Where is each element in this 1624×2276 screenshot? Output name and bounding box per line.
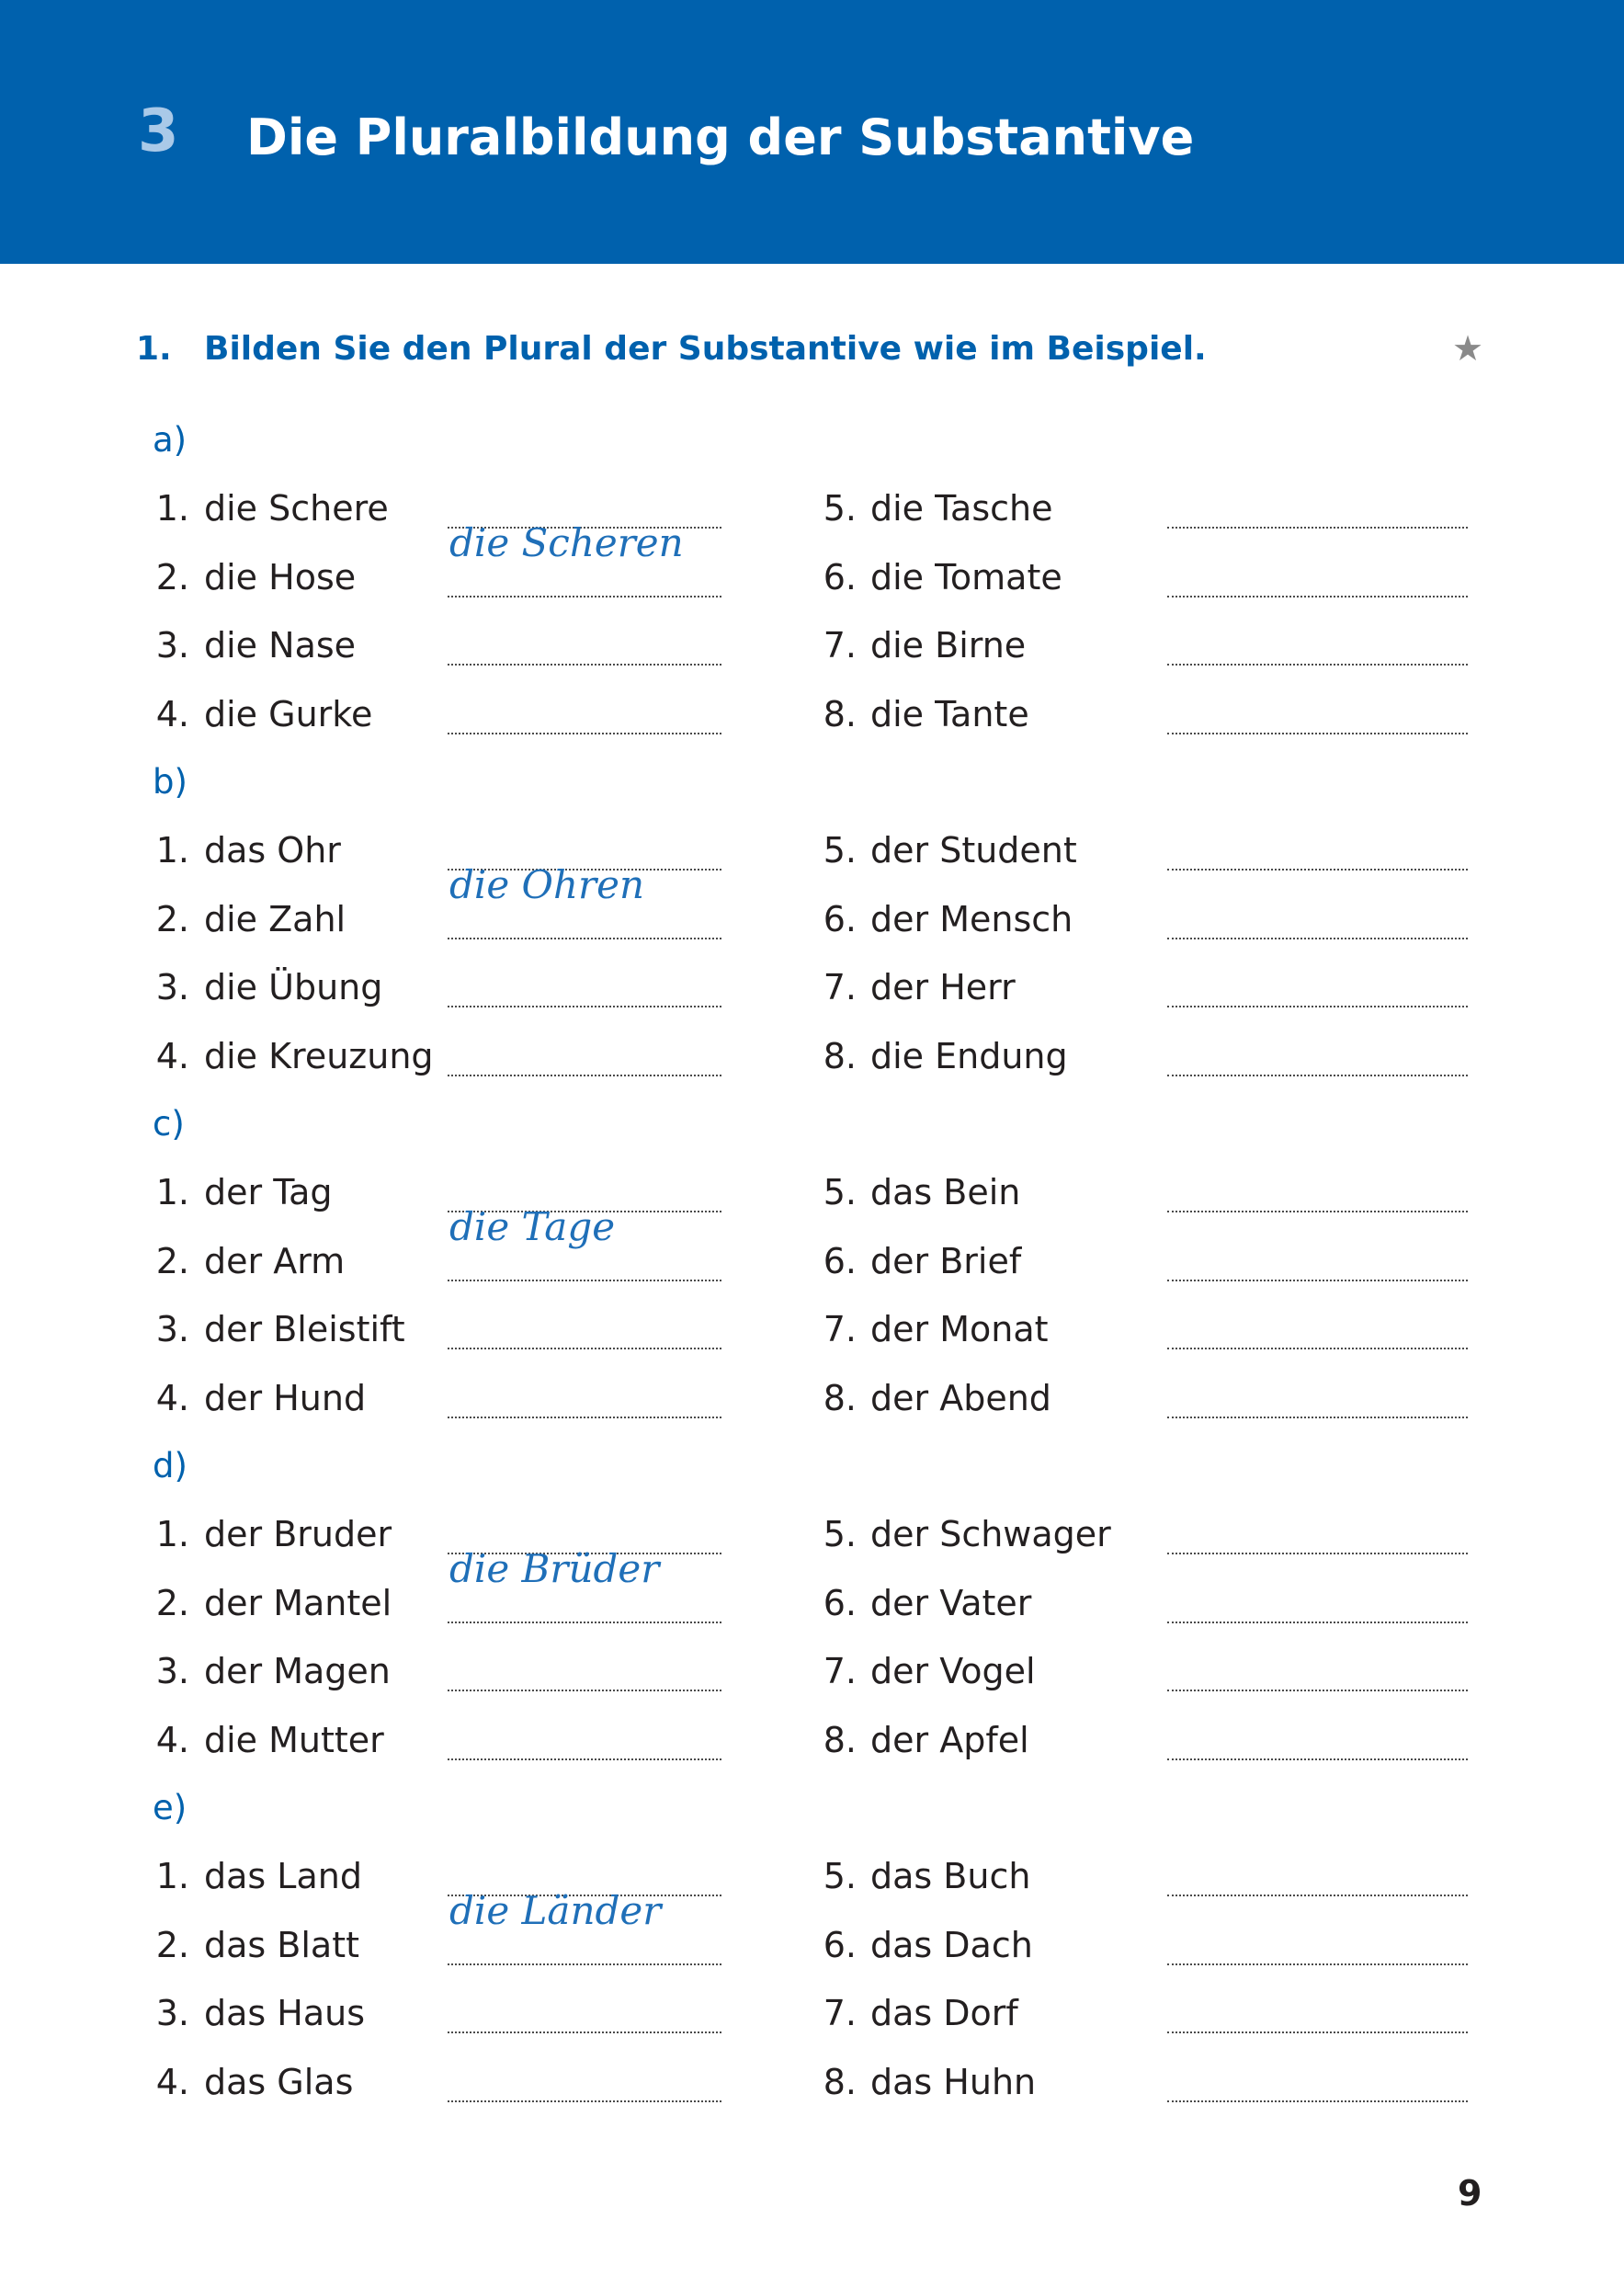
item-word: die Nase	[204, 625, 357, 666]
section-label: e)	[153, 1788, 187, 1827]
exercise-item	[0, 965, 1624, 1033]
item-word: der Hund	[204, 1377, 367, 1418]
item-word: die Gurke	[204, 693, 373, 734]
item-number: 8.	[823, 1377, 857, 1418]
item-number: 6.	[823, 556, 857, 597]
answer-field[interactable]	[1167, 1348, 1468, 1349]
item-number: 3.	[155, 1309, 189, 1349]
answer-example: die Länder	[449, 1888, 662, 1933]
item-number: 7.	[823, 1651, 857, 1691]
exercise-item	[0, 1923, 1624, 1991]
item-word: der Student	[870, 830, 1077, 871]
item-word: die Übung	[204, 967, 383, 1007]
answer-field[interactable]	[1167, 938, 1468, 939]
exercise-item	[0, 828, 1624, 896]
item-word: der Bruder	[204, 1514, 392, 1554]
exercise-item	[0, 623, 1624, 691]
item-number: 2.	[155, 898, 189, 939]
item-number: 2.	[155, 1924, 189, 1965]
item-word: der Bleistift	[204, 1309, 405, 1349]
item-number: 3.	[155, 1651, 189, 1691]
section-label: c)	[153, 1104, 185, 1144]
answer-field[interactable]	[1167, 869, 1468, 871]
exercise-section	[0, 760, 1624, 1102]
item-number: 8.	[823, 1719, 857, 1760]
item-word: der Tag	[204, 1172, 333, 1212]
item-word: der Magen	[204, 1651, 391, 1691]
item-number: 2.	[155, 556, 189, 597]
answer-field[interactable]	[1167, 527, 1468, 529]
exercise-item	[0, 1854, 1624, 1922]
exercise-item	[0, 1649, 1624, 1717]
item-number: 5.	[823, 1172, 857, 1212]
item-word: die Birne	[870, 625, 1027, 666]
answer-example: die Scheren	[449, 520, 684, 565]
section-label: b)	[153, 762, 187, 802]
exercise-item	[0, 1581, 1624, 1649]
item-word: das Dorf	[870, 1993, 1018, 2033]
answer-field[interactable]	[1167, 1075, 1468, 1076]
item-number: 3.	[155, 625, 189, 666]
item-number: 4.	[155, 2061, 189, 2102]
item-word: der Monat	[870, 1309, 1049, 1349]
section-label: d)	[153, 1446, 187, 1485]
item-word: das Dach	[870, 1924, 1033, 1965]
item-number: 5.	[823, 1856, 857, 1896]
exercise-item	[0, 1512, 1624, 1580]
item-number: 3.	[155, 1993, 189, 2033]
item-number: 4.	[155, 693, 189, 734]
answer-field[interactable]	[1167, 1758, 1468, 1760]
item-word: der Herr	[870, 967, 1016, 1007]
answer-example: die Tage	[449, 1204, 616, 1249]
item-number: 6.	[823, 1924, 857, 1965]
chapter-title: Die Pluralbildung der Substantive	[246, 108, 1195, 166]
item-number: 6.	[823, 1240, 857, 1281]
answer-field[interactable]	[1167, 1417, 1468, 1418]
exercise-item	[0, 692, 1624, 760]
item-number: 4.	[155, 1719, 189, 1760]
answer-field[interactable]	[1167, 1690, 1468, 1691]
item-word: die Hose	[204, 556, 357, 597]
answer-example: die Ohren	[449, 862, 644, 907]
answer-field[interactable]	[1167, 596, 1468, 597]
chapter-number: 3	[138, 97, 179, 165]
exercise-item	[0, 486, 1624, 554]
item-word: das Buch	[870, 1856, 1031, 1896]
item-number: 7.	[823, 625, 857, 666]
exercise-item	[0, 1376, 1624, 1444]
answer-field[interactable]	[1167, 1211, 1468, 1212]
item-number: 5.	[823, 830, 857, 871]
exercise-number: 1.	[136, 330, 172, 368]
item-word: das Bein	[870, 1172, 1021, 1212]
item-number: 3.	[155, 967, 189, 1007]
answer-field[interactable]	[1167, 2100, 1468, 2102]
answer-example: die Brüder	[449, 1546, 660, 1591]
star-icon: ★	[1452, 328, 1484, 369]
exercise-item	[0, 1034, 1624, 1102]
item-word: die Kreuzung	[204, 1035, 434, 1076]
exercise-item	[0, 897, 1624, 965]
exercise-instruction: Bilden Sie den Plural der Substantive wie im Beispiel.	[204, 330, 1207, 368]
item-number: 5.	[823, 1514, 857, 1554]
item-number: 1.	[155, 1172, 189, 1212]
chapter-banner	[0, 0, 1624, 264]
item-number: 1.	[155, 1514, 189, 1554]
exercise-item	[0, 555, 1624, 623]
item-number: 2.	[155, 1240, 189, 1281]
exercise-section	[0, 1786, 1624, 2128]
item-number: 7.	[823, 1993, 857, 2033]
answer-field[interactable]	[1167, 1553, 1468, 1554]
item-number: 7.	[823, 967, 857, 1007]
answer-field[interactable]	[1167, 733, 1468, 734]
item-word: die Tante	[870, 693, 1029, 734]
item-word: der Schwager	[870, 1514, 1111, 1554]
item-number: 8.	[823, 693, 857, 734]
item-word: der Mensch	[870, 898, 1073, 939]
item-number: 2.	[155, 1582, 189, 1623]
item-word: das Huhn	[870, 2061, 1037, 2102]
item-number: 1.	[155, 830, 189, 871]
answer-field[interactable]	[1167, 2031, 1468, 2033]
item-number: 4.	[155, 1035, 189, 1076]
item-word: das Blatt	[204, 1924, 359, 1965]
item-number: 8.	[823, 2061, 857, 2102]
exercise-item	[0, 2060, 1624, 2128]
item-number: 1.	[155, 488, 189, 529]
answer-field[interactable]	[1167, 1622, 1468, 1623]
item-word: der Abend	[870, 1377, 1051, 1418]
exercise-item	[0, 1718, 1624, 1786]
exercise-item	[0, 1170, 1624, 1238]
item-word: die Tasche	[870, 488, 1053, 529]
exercise-item	[0, 1239, 1624, 1307]
exercise-item	[0, 1307, 1624, 1375]
item-number: 7.	[823, 1309, 857, 1349]
item-number: 4.	[155, 1377, 189, 1418]
item-word: das Glas	[204, 2061, 354, 2102]
answer-field[interactable]	[1167, 1963, 1468, 1965]
item-word: der Apfel	[870, 1719, 1029, 1760]
item-word: der Arm	[204, 1240, 346, 1281]
exercise-section	[0, 1102, 1624, 1444]
item-word: die Schere	[204, 488, 389, 529]
section-label: a)	[153, 420, 187, 460]
item-number: 1.	[155, 1856, 189, 1896]
item-number: 8.	[823, 1035, 857, 1076]
item-number: 5.	[823, 488, 857, 529]
exercise-section	[0, 418, 1624, 760]
item-word: das Ohr	[204, 830, 341, 871]
item-number: 6.	[823, 1582, 857, 1623]
item-word: die Endung	[870, 1035, 1068, 1076]
exercise-section	[0, 1444, 1624, 1786]
item-word: der Mantel	[204, 1582, 392, 1623]
answer-field[interactable]	[1167, 1280, 1468, 1281]
answer-field[interactable]	[1167, 1895, 1468, 1896]
item-word: die Mutter	[204, 1719, 384, 1760]
item-word: der Vogel	[870, 1651, 1036, 1691]
item-word: der Vater	[870, 1582, 1032, 1623]
item-word: die Zahl	[204, 898, 346, 939]
page-number: 9	[1458, 2173, 1482, 2213]
exercise-item	[0, 1991, 1624, 2059]
item-word: der Brief	[870, 1240, 1022, 1281]
item-word: das Haus	[204, 1993, 366, 2033]
item-word: die Tomate	[870, 556, 1062, 597]
item-word: das Land	[204, 1856, 362, 1896]
item-number: 6.	[823, 898, 857, 939]
answer-field[interactable]	[1167, 664, 1468, 666]
answer-field[interactable]	[1167, 1006, 1468, 1007]
